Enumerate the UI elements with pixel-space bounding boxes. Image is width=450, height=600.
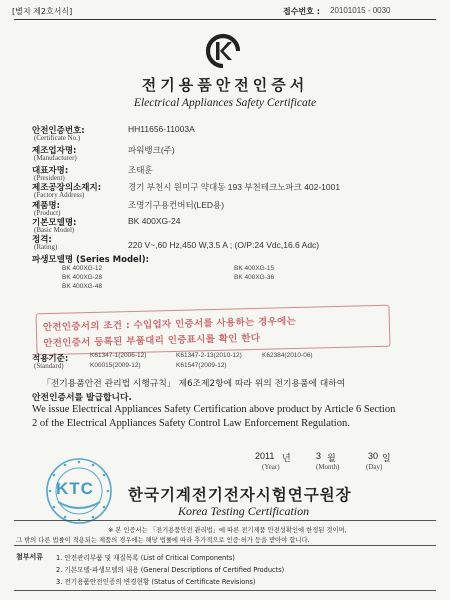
title-korean: 전기용품안전인증서	[141, 76, 309, 94]
standard-item: K61347-2-13(2010-12)	[176, 352, 242, 359]
note-line-1: ※ 본 인증서는 「전기용품안전 관리법」에 따른 전기제품 안전성확인에 한정된 것이며,	[108, 527, 347, 534]
seal-text: KTC	[56, 479, 94, 498]
attachment-item: 3. 전기용품안전인증의 변경현황 (Status of Certificate Revisions)	[56, 578, 256, 586]
reception-label: 접수번호 :	[283, 7, 320, 16]
statement-korean-2: 안전인증서를 발급합니다.	[32, 393, 132, 403]
attachments-label: 첨부서류	[16, 553, 44, 561]
product-name: 조명기구용컨버터(LED용)	[128, 200, 225, 210]
notes-rule-bottom	[14, 545, 436, 546]
president-name: 조태훈	[128, 165, 153, 175]
reception-number: 20101015 - 0030	[330, 6, 391, 15]
notes-rule-top	[14, 520, 436, 521]
standard-item: K61547(2009-12)	[176, 362, 227, 369]
kc-mark-logo	[202, 33, 244, 69]
note-line-2: 그 밖의 다른 법률이 적용되는 제품의 경우에는 해당 법률에 따라 추가적으로 인증·허가 등을 받아야 합니다.	[16, 537, 310, 544]
series-model: BK 400XG-15	[234, 265, 275, 272]
issuer-english: Korea Testing Certification	[178, 504, 310, 518]
issuer-korean: 한국기계전기전자시험연구원장	[128, 485, 352, 504]
date-year: 2011	[255, 451, 275, 461]
statement-english-2: 2 of the Electrical Appliances Safety Control Law Enforcement Regulation.	[32, 418, 350, 429]
attachments-rule	[14, 590, 436, 591]
title-english: Electrical Appliances Safety Certificate	[133, 97, 317, 109]
condition-stamp	[36, 305, 391, 356]
factory-address: 경기 부천시 원미구 약대동 193 부천테크노파크 402-1001	[128, 182, 341, 192]
rating-value: 220 V~,60 Hz,450 W,3.5 A ; (O/P:24 Vdc,16.6 Adc)	[128, 240, 320, 250]
certificate-number: HH11656-11003A	[128, 124, 195, 134]
basic-model: BK 400XG-24	[128, 216, 181, 226]
statement-english-1: We issue Electrical Appliances Safety Certification above product by Article 6 Section	[32, 404, 396, 415]
certificate-page: [별지 제2호서식] 접수번호 : 20101015 - 0030 전기용품안전인증서 Electrical Appliances Safety Certificate 안전인증번호: (Certificate No.) HH11656-11003A 제조업자명: (Manufacturer) 파워뱅크(주) 대표자명: (President) 조태훈 제조공장의소재지: (Factory Address) 경기 부천시 원미구 약대동 193 부천테크노파크 402-1001 제품명: (Product) 조명기구용컨버터(LED용) 기본모델명: (Basic Model) BK 400XG-24 정격: (Rating) 220 V~,60 Hz,450 W,3.5 A ; (O/P:24 Vdc,16.6 Adc) 파생모델명 (Series Model): BK 400XG-12 BK 400XG-15 BK 400XG-28 BK 400XG-36 BK 400XG-48 안전인증서의 조건 : 수입업자 인증서를 사용하는 경우에는 안전인증서 등록된 부품대리 인증표시를 확인 한다 적용기준: (Standard) K61347-1(2006-12) K61347-2-13(2010-12) K62384(2010-06) K00015(2009-12) K61547(2009-12) 「전기용품안전 관리법 시행규칙」 제6조제2항에 따라 위의 전기용품에 대하여 안전인증서를 발급합니다. We issue Electrical Appliances Safety Certification above product by Article 6 Section 2 of the Electrical Appliances Safety Control Law Enforcement Regulation. 2011 년 3 월 30 일 (Year) (Month) (Day) KTC 한국기계전기전자시험연구원장 Korea Testing Certification ※ 본 인증서는 「전기용품안전 관리법」에 따른 전기제품 안전성확인에 한정된 것이며, 그 밖의 다른 법률이 적용되는 제품의 경우에는 해당 법률에 따라 추가적으로 인증·허가 등을 받아야 합니다. 첨부서류 1. 안전관리부품 및 재질목록 (List of Critical Components) 2. 기본모델·파생모델의 내용 (General Descriptions of Certified Products) 3. 전기용품안전인증의 변경현황 (Status of Certificate Revisions)	[0, 0, 450, 600]
attachment-item: 2. 기본모델·파생모델의 내용 (General Descriptions of Certified Products)	[56, 566, 285, 574]
statement-korean-1: 「전기용품안전 관리법 시행규칙」 제6조제2항에 따라 위의 전기용품에 대하여	[42, 379, 346, 389]
form-label: [별지 제2호서식]	[12, 7, 73, 16]
series-model: BK 400XG-48	[62, 283, 103, 290]
standard-item: K62384(2010-06)	[262, 352, 313, 359]
series-model: BK 400XG-36	[234, 274, 275, 281]
series-model: BK 400XG-12	[62, 265, 103, 272]
header-rule	[14, 19, 436, 20]
date-month: 3	[316, 451, 322, 461]
stamp-line-2: 안전인증서 등록된 부품대리 인증표시를 확인 한다	[43, 332, 261, 350]
date-day: 30	[368, 451, 379, 461]
series-model: BK 400XG-28	[62, 274, 103, 281]
stamp-line-1: 안전인증서의 조건 : 수입업자 인증서를 사용하는 경우에는	[42, 315, 297, 334]
attachment-item: 1. 안전관리부품 및 재질목록 (List of Critical Components)	[56, 554, 235, 562]
standard-item: K00015(2009-12)	[90, 362, 141, 369]
standard-item: K61347-1(2006-12)	[90, 352, 147, 359]
manufacturer-name: 파워뱅크(주)	[128, 145, 175, 155]
